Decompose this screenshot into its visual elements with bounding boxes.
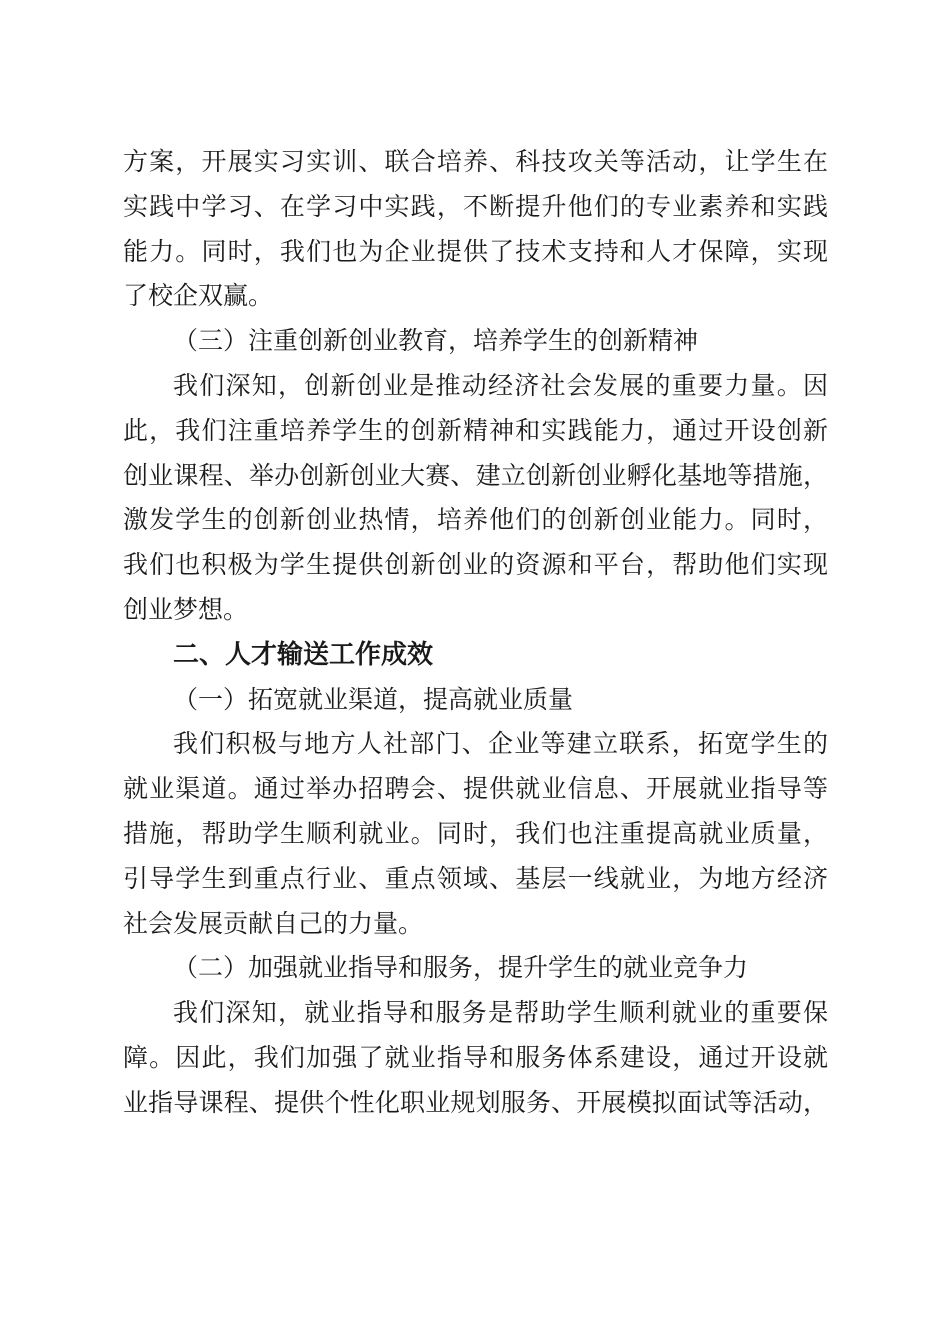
paragraph-line: 方案，开展实习实训、联合培养、科技攻关等活动，让学生在 xyxy=(123,147,828,176)
paragraph-line: 措施，帮助学生顺利就业。同时，我们也注重提高就业质量， xyxy=(123,818,828,848)
paragraph-line: 实践中学习、在学习中实践，不断提升他们的专业素养和实践 xyxy=(123,191,828,221)
paragraph-line: 此，我们注重培养学生的创新精神和实践能力，通过开设创新 xyxy=(123,415,828,445)
section-heading: 二、人才输送工作成效 xyxy=(173,639,434,670)
paragraph-line: 我们深知，创新创业是推动经济社会发展的重要力量。因 xyxy=(173,370,828,400)
document-body xyxy=(123,140,828,1126)
subsection-heading: （一）拓宽就业渠道，提高就业质量 xyxy=(173,684,574,714)
paragraph-line: 了校企双赢。 xyxy=(123,281,274,311)
paragraph-line: 创业梦想。 xyxy=(123,594,249,624)
paragraph-line: 激发学生的创新创业热情，培养他们的创新创业能力。同时， xyxy=(123,505,828,535)
paragraph-line: 我们也积极为学生提供创新创业的资源和平台，帮助他们实现 xyxy=(123,550,828,580)
paragraph-line: 我们深知，就业指导和服务是帮助学生顺利就业的重要保 xyxy=(173,998,828,1028)
subsection-heading: （二）加强就业指导和服务，提升学生的就业竞争力 xyxy=(173,953,749,983)
paragraph-line: 能力。同时，我们也为企业提供了技术支持和人才保障，实现 xyxy=(123,236,828,266)
paragraph-line: 障。因此，我们加强了就业指导和服务体系建设，通过开设就 xyxy=(123,1042,828,1072)
paragraph-line: 引导学生到重点行业、重点领域、基层一线就业，为地方经济 xyxy=(123,863,828,893)
paragraph-line: 就业渠道。通过举办招聘会、提供就业信息、开展就业指导等 xyxy=(123,774,828,804)
paragraph-line: 业指导课程、提供个性化职业规划服务、开展模拟面试等活动， xyxy=(123,1087,828,1117)
paragraph-line: 社会发展贡献自己的力量。 xyxy=(123,908,424,938)
paragraph-line: 创业课程、举办创新创业大赛、建立创新创业孵化基地等措施， xyxy=(123,460,828,490)
subsection-heading: （三）注重创新创业教育，培养学生的创新精神 xyxy=(173,326,699,356)
paragraph-line: 我们积极与地方人社部门、企业等建立联系，拓宽学生的 xyxy=(173,729,828,759)
